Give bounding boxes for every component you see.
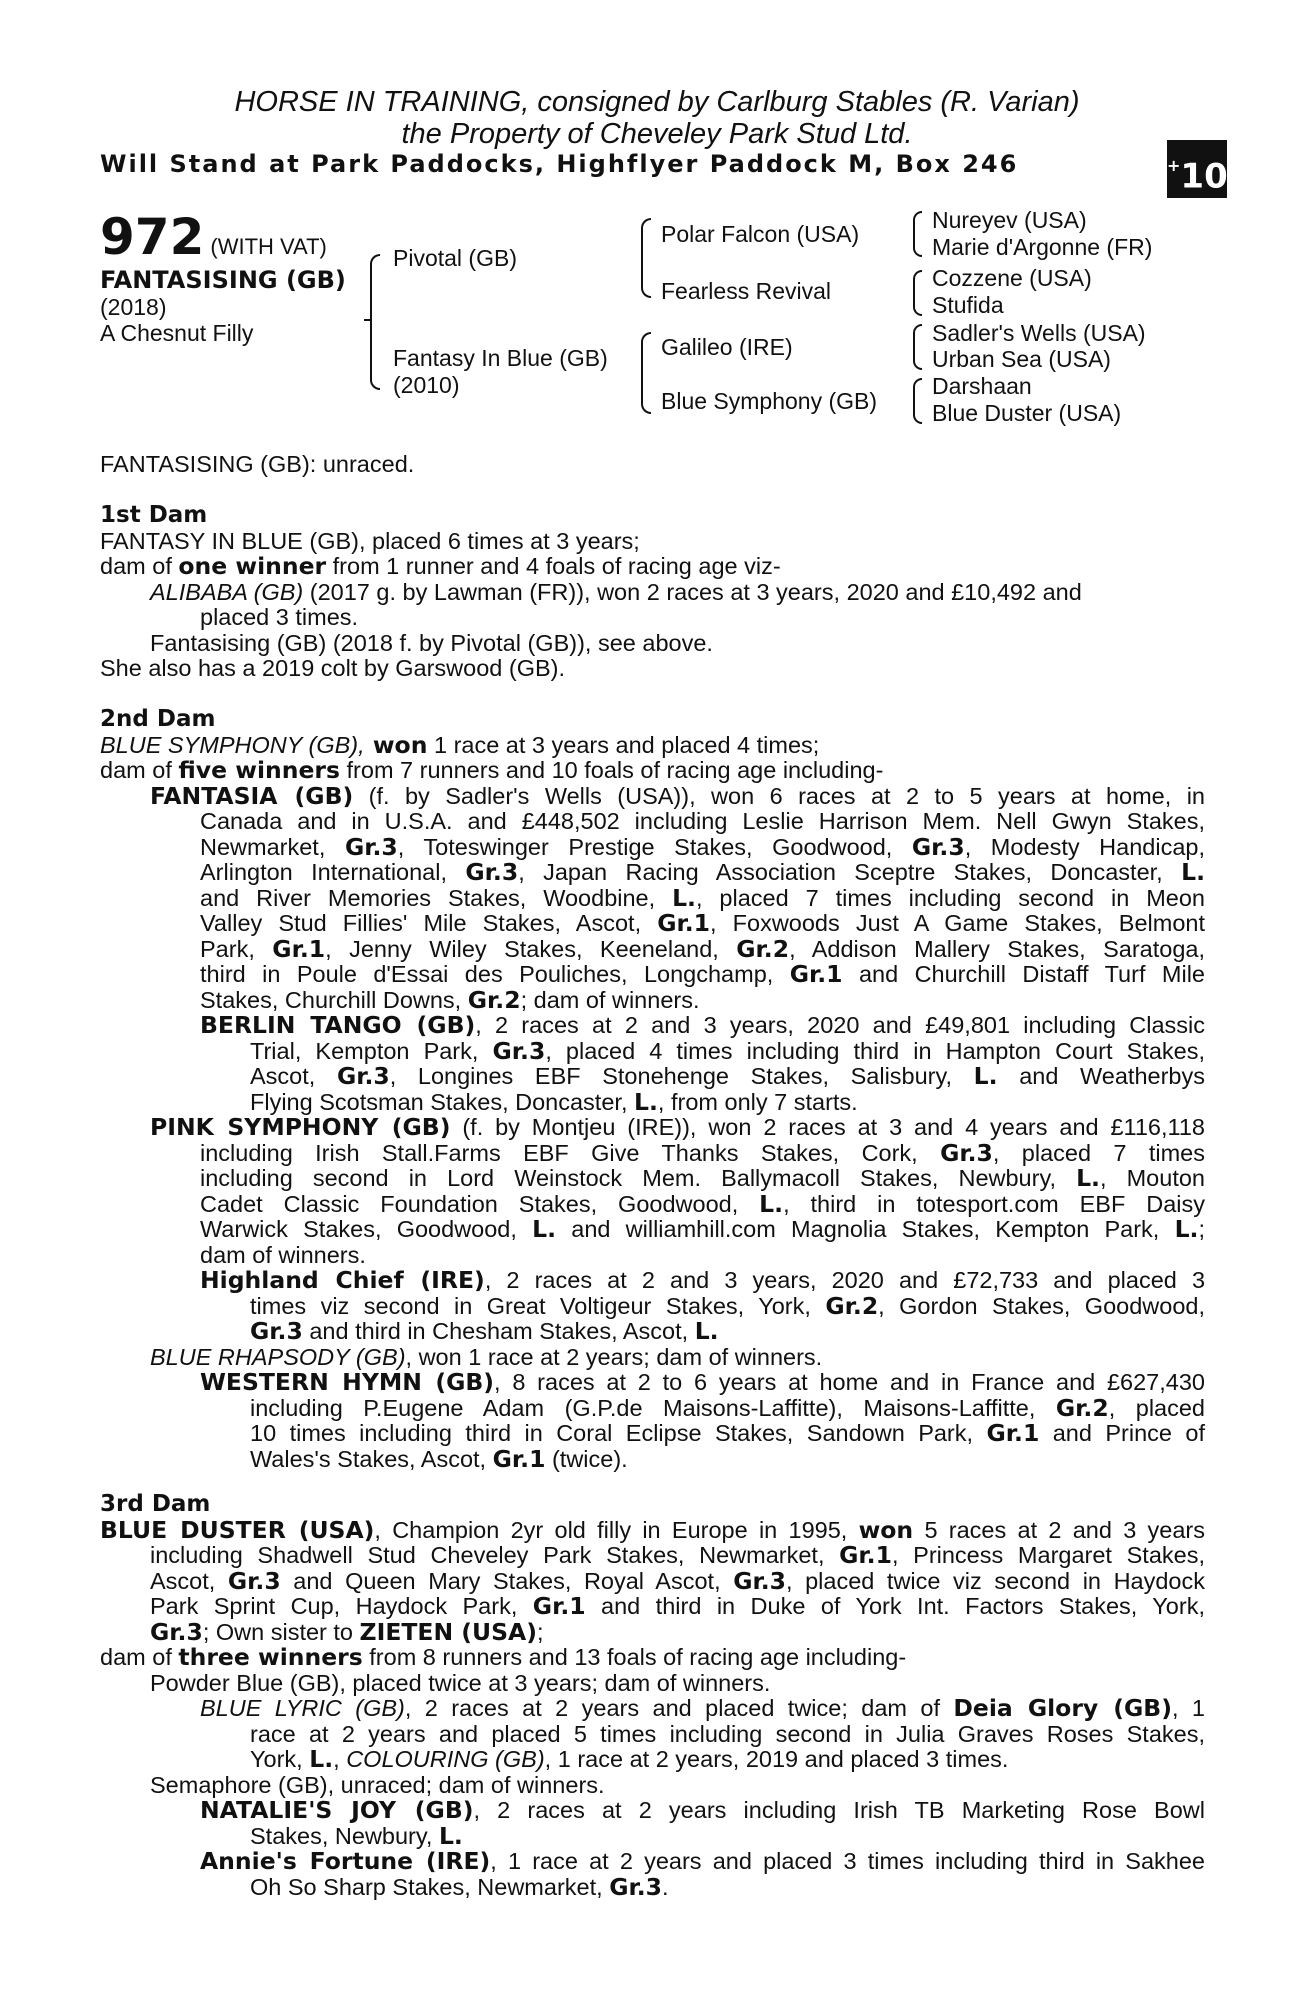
entry-line-cont: [250, 1036, 1205, 1065]
text-run: , placed 7 times including second in Meon: [695, 884, 1205, 911]
consignor-line: HORSE IN TRAINING, consigned by Carlburg Stables (R. Varian): [234, 86, 1080, 118]
entry-line-cont: [250, 1087, 1205, 1116]
text-run: dam of: [100, 757, 179, 783]
text-run: Flying Scotsman Stakes, Doncaster,: [250, 1088, 634, 1115]
text-run: Wales's Stakes, Ascot,: [250, 1445, 493, 1472]
entry-line-cont: [250, 1064, 1205, 1090]
bold-run: Gr.3: [609, 1872, 662, 1901]
bold-run: BLUE DUSTER (USA): [100, 1515, 375, 1544]
bold-run: L.: [438, 1821, 463, 1850]
text-run: ,: [333, 1746, 347, 1772]
owner-line: the Property of Cheveley Park Stud Ltd.: [401, 118, 913, 150]
bold-run: L.: [672, 883, 696, 912]
text-run: Oh So Sharp Stakes, Newmarket,: [250, 1873, 610, 1900]
text-run: Cadet Classic Foundation Stakes, Goodwood,: [200, 1190, 760, 1217]
bold-run: Gr.2: [467, 985, 521, 1014]
entry-line: [150, 1115, 1205, 1141]
entry-line-cont: [250, 1393, 1205, 1422]
produce-entry-western-hymn: [100, 1370, 1205, 1472]
first-dam-line: FANTASY IN BLUE (GB), placed 6 times at 3 years;: [100, 527, 640, 554]
text-run: from 8 runners and 13 foals of racing age including-: [362, 1644, 907, 1670]
first-dam-produce-summary: [100, 554, 1205, 580]
text-run: and River Memories Stakes, Woodbine,: [200, 884, 673, 911]
bold-run: BERLIN TANGO (GB): [200, 1011, 476, 1039]
bold-run: Gr.1: [272, 934, 326, 963]
text-run: , 1: [1171, 1695, 1205, 1721]
text-run: , Longines EBF Stonehenge Stakes, Salisbury,: [389, 1063, 974, 1089]
entry-line: [100, 1515, 1205, 1544]
entry-line-cont: [150, 1566, 1205, 1595]
bold-run: L.: [634, 1087, 658, 1116]
entry-line-cont: [250, 1291, 1205, 1320]
bold-run: L.: [309, 1745, 334, 1773]
italic-run: BLUE SYMPHONY (GB),: [100, 731, 365, 758]
entry-line-cont: [250, 1421, 1205, 1447]
vat-note: (WITH VAT): [210, 234, 327, 259]
pedigree-sss: Nureyev (USA): [932, 207, 1087, 233]
lot-number: 972: [100, 208, 205, 266]
text-run: , placed twice viz second in Haydock: [786, 1567, 1205, 1594]
produce-entry-highland-chief: [100, 1268, 1205, 1345]
bold-run: Gr.3: [227, 1566, 281, 1595]
text-run: from 1 runner and 4 foals of racing age viz-: [326, 553, 781, 579]
text-run: 10 times including third in Coral Eclipse Stakes, Sandown Park,: [250, 1420, 987, 1446]
entry-line-cont: [200, 860, 1205, 886]
second-dam-section: [100, 707, 1205, 1472]
produce-entry-cont: placed 3 times.: [200, 604, 359, 630]
bold-run: L.: [1181, 858, 1205, 886]
text-run: race at 2 years and placed 5 times including second in Julia Graves Roses Stakes,: [250, 1720, 1205, 1747]
pedigree-brace-ds: [913, 324, 922, 370]
bold-run: Gr.3: [150, 1617, 203, 1646]
bold-run: Gr.3: [336, 1062, 390, 1090]
text-run: , Japan Racing Association Sceptre Stakes, Doncaster,: [518, 859, 1182, 885]
text-run: , 2 races at 2 and 3 years, 2020 and £72,733 and placed 3: [484, 1267, 1206, 1293]
bold-run: Gr.3: [344, 832, 398, 861]
text-run: , 1 race at 2 years and placed 3 times including third in Sakhee: [490, 1848, 1205, 1874]
badge-number: 10: [1180, 156, 1228, 197]
bold-run: Gr.1: [492, 1444, 546, 1473]
text-run: , placed 7 times: [992, 1139, 1205, 1166]
text-run: , Gordon Stakes, Goodwood,: [878, 1292, 1205, 1319]
text-run: Arlington International,: [200, 859, 466, 885]
pedigree-brace-dd: [913, 378, 922, 424]
bold-run: Gr.1: [532, 1592, 586, 1620]
bold-run: Highland Chief (IRE): [200, 1266, 485, 1294]
entry-line-cont: [200, 1243, 1205, 1269]
entry-line-cont: [200, 934, 1205, 963]
bold-run: PINK SYMPHONY (GB): [150, 1113, 451, 1141]
third-dam-heading: 3rd Dam: [100, 1491, 211, 1517]
second-dam-heading: 2nd Dam: [100, 706, 216, 732]
produce-entry: Fantasising (GB) (2018 f. by Pivotal (GB)), see above.: [150, 629, 713, 656]
text-run: and williamhill.com Magnolia Stakes, Kempton Park,: [556, 1216, 1175, 1242]
text-run: Stakes, Churchill Downs,: [200, 986, 468, 1013]
entry-line-cont: [150, 1594, 1205, 1620]
text-run: including Irish Stall.Farms EBF Give Thanks Stakes, Cork,: [200, 1139, 941, 1166]
text-run: Ascot,: [150, 1567, 228, 1594]
text-run: ;: [1198, 1216, 1205, 1242]
produce-entry-annies-fortune: [100, 1849, 1205, 1900]
bold-run: won: [858, 1515, 914, 1544]
text-run: York,: [250, 1746, 310, 1772]
bold-run: Gr.1: [657, 909, 711, 937]
text-run: (f. by Sadler's Wells (USA)), won 6 races at 2 to 5 years at home, in: [353, 782, 1206, 809]
pedigree-sds: Cozzene (USA): [932, 265, 1092, 291]
text-run: and Queen Mary Stakes, Royal Ascot,: [280, 1567, 734, 1594]
bold-run: L.: [532, 1215, 557, 1243]
text-run: dam of: [100, 553, 179, 579]
pedigree-brace-dam: [641, 332, 651, 414]
text-run: , Mouton: [1099, 1165, 1205, 1191]
pedigree-sire-dam: Fearless Revival: [661, 278, 831, 304]
produce-entry-pink-symphony: [100, 1115, 1205, 1268]
entry-line-cont: [200, 832, 1206, 861]
entry-line-cont: [250, 1722, 1205, 1748]
text-run: (2017 g. by Lawman (FR)), won 2 races at 3 years, 2020 and £10,492 and: [303, 578, 1082, 605]
pedigree-dsd: Urban Sea (USA): [932, 346, 1111, 372]
bold-run: L.: [694, 1317, 719, 1345]
produce-entry-blue-rhapsody: [100, 1345, 1205, 1371]
text-run: Powder Blue (GB), placed twice at 3 years; dam of winners.: [150, 1669, 771, 1696]
pedigree-brace-ss: [913, 211, 922, 257]
second-dam-produce-summary: [100, 758, 1205, 784]
text-run: dam of: [100, 1644, 179, 1670]
text-run: , won 1 race at 2 years; dam of winners.: [405, 1343, 823, 1370]
lot-heading: [100, 208, 327, 266]
text-run: , 2 races at 2 and 3 years, 2020 and £49,801 including Classic: [475, 1012, 1205, 1038]
text-run: Semaphore (GB), unraced; dam of winners.: [150, 1771, 605, 1798]
entry-line: [200, 1268, 1205, 1294]
text-run: Warwick Stakes, Goodwood,: [200, 1216, 533, 1242]
bold-run: Deia Glory (GB): [953, 1694, 1172, 1722]
italic-run: BLUE LYRIC (GB): [200, 1695, 405, 1721]
text-run: .: [662, 1873, 669, 1900]
text-run: 5 races at 2 and 3 years: [913, 1516, 1205, 1543]
third-dam-blue-duster: [100, 1515, 1205, 1646]
text-run: , Jenny Wiley Stakes, Keeneland,: [325, 935, 737, 962]
bold-run: ZIETEN (USA): [359, 1617, 537, 1646]
italic-run: COLOURING (GB): [346, 1746, 545, 1772]
bold-run: L.: [759, 1189, 784, 1218]
text-run: Trial, Kempton Park,: [250, 1037, 493, 1064]
badge-plus: +: [1167, 156, 1181, 175]
text-run: , Foxwoods Just A Game Stakes, Belmont: [710, 910, 1205, 936]
bold-run: Gr.2: [1055, 1393, 1109, 1422]
horse-description: A Chesnut Filly: [100, 320, 254, 346]
text-run: Park Sprint Cup, Haydock Park,: [150, 1593, 533, 1619]
bold-run: won: [364, 730, 428, 759]
text-run: and third in Chesham Stakes, Ascot,: [302, 1318, 695, 1344]
entry-line: [150, 1345, 1205, 1371]
barn-badge: [1167, 140, 1227, 198]
text-run: (f. by Montjeu (IRE)), won 2 races at 3 and 4 years and £116,118: [450, 1114, 1205, 1140]
entry-line: [100, 1645, 1205, 1671]
entry-line-cont: [200, 1217, 1205, 1243]
text-run: Stakes, Newbury,: [250, 1822, 439, 1849]
entry-line: [200, 1696, 1205, 1722]
bold-run: Gr.3: [465, 858, 519, 886]
entry-line-cont: [250, 1872, 1205, 1901]
text-run: 1 race at 3 years and placed 4 times;: [427, 731, 820, 758]
entry-line-cont: [250, 1821, 1205, 1850]
entry-line: [150, 1671, 1205, 1697]
pedigree-dss: Sadler's Wells (USA): [932, 320, 1146, 346]
text-run: and third in Duke of York Int. Factors Stakes, York,: [585, 1593, 1205, 1619]
text-run: (twice).: [545, 1445, 628, 1472]
text-run: , 2 races at 2 years including Irish TB Marketing Rose Bowl: [473, 1797, 1205, 1823]
third-dam-produce-summary: [100, 1645, 1205, 1671]
text-run: Park,: [200, 935, 273, 962]
entry-line-cont: [150, 1617, 1205, 1646]
entry-line-cont: [150, 1543, 1205, 1569]
entry-line: [200, 1370, 1205, 1396]
text-run: including P.Eugene Adam (G.P.de Maisons-Laffitte), Maisons-Laffitte,: [250, 1394, 1056, 1421]
bold-run: L.: [1076, 1164, 1100, 1192]
text-run: from 7 runners and 10 foals of racing age including-: [339, 757, 884, 783]
produce-entry-fantasia: [100, 781, 1206, 1014]
pedigree-sire-sire: Polar Falcon (USA): [661, 221, 860, 247]
bold-run: Gr.3: [733, 1566, 786, 1595]
text-run: , 8 races at 2 to 6 years at home and in France and £627,430: [494, 1369, 1205, 1395]
entry-line-cont: [250, 1747, 1205, 1773]
text-run: , Addison Mallery Stakes, Saratoga,: [789, 935, 1205, 962]
pedigree-brace-gen1: [370, 254, 380, 390]
text-run: ; dam of winners.: [520, 986, 700, 1013]
first-dam-section: [100, 503, 1205, 682]
text-run: , placed 4 times including third in Hampton Court Stakes,: [545, 1037, 1205, 1064]
pedigree-dam-sire: Galileo (IRE): [661, 334, 793, 360]
text-run: times viz second in Great Voltigeur Stakes, York,: [250, 1292, 826, 1319]
bold-run: Gr.3: [492, 1036, 546, 1065]
entry-line-cont: [250, 1319, 1205, 1345]
pedigree-ddd: Blue Duster (USA): [932, 400, 1122, 426]
text-run: Valley Stud Fillies' Mile Stakes, Ascot,: [200, 910, 658, 936]
second-dam-line: [100, 730, 1205, 759]
bold-run: Gr.2: [825, 1291, 879, 1320]
pedigree-sire: Pivotal (GB): [393, 245, 517, 271]
entry-line: [200, 1849, 1205, 1875]
text-run: , placed: [1108, 1394, 1205, 1421]
bold-run: L.: [973, 1062, 998, 1090]
horse-name: FANTASISING (GB): [100, 266, 346, 294]
entry-line-cont: [200, 1138, 1205, 1167]
pedigree-brace-sd: [913, 270, 922, 316]
text-run: and Prince of: [1039, 1420, 1206, 1446]
text-run: ;: [536, 1618, 544, 1645]
produce-entry: [150, 580, 1205, 606]
entry-line-cont: [250, 1444, 1205, 1473]
pedigree-brace-sire: [641, 218, 651, 298]
italic-run: ALIBABA (GB): [150, 578, 304, 605]
bold-run: Gr.2: [736, 934, 790, 963]
bold-run: Annie's Fortune (IRE): [200, 1847, 491, 1875]
produce-entry-powder-blue: [100, 1671, 1205, 1697]
entry-line-cont: [200, 809, 1205, 835]
entry-line: [200, 1013, 1205, 1039]
bold-run: Gr.3: [911, 832, 965, 861]
pedigree-sdd: Stufida: [932, 292, 1004, 318]
entry-line: [150, 1773, 1205, 1799]
text-run: Newmarket,: [200, 833, 345, 860]
bold-run: NATALIE'S JOY (GB): [200, 1796, 474, 1824]
entry-line-cont: [200, 985, 1205, 1014]
pedigree-dam-dam: Blue Symphony (GB): [661, 388, 878, 414]
text-run: , Champion 2yr old filly in Europe in 1995,: [374, 1516, 859, 1543]
bold-run: Gr.3: [940, 1138, 993, 1167]
text-run: , third in totesport.com EBF Daisy: [783, 1190, 1206, 1217]
stabling-line: Will Stand at Park Paddocks, Highflyer Paddock M, Box 246: [100, 150, 1019, 178]
text-run: third in Poule d'Essai des Pouliches, Longchamp,: [200, 961, 790, 987]
text-run: , Princess Margaret Stakes,: [891, 1542, 1205, 1568]
bold-run: Gr.1: [986, 1419, 1040, 1447]
text-run: , 1 race at 2 years, 2019 and placed 3 times.: [544, 1746, 1009, 1772]
produce-note: She also has a 2019 colt by Garswood (GB).: [100, 655, 566, 681]
entry-line: [200, 1798, 1205, 1824]
text-run: and Weatherbys: [997, 1063, 1205, 1089]
text-run: dam of winners.: [200, 1241, 366, 1268]
text-run: , Toteswinger Prestige Stakes, Goodwood,: [397, 833, 912, 860]
entry-line-cont: [200, 911, 1205, 937]
entry-line-cont: [200, 1189, 1206, 1218]
bold-run: Gr.1: [789, 960, 843, 988]
entry-line-cont: [200, 1166, 1205, 1192]
italic-run: BLUE RHAPSODY (GB): [150, 1343, 406, 1370]
bold-run: Gr.1: [839, 1541, 892, 1569]
text-run: and Churchill Distaff Turf Mile: [842, 961, 1205, 987]
bold-run: Gr.3: [250, 1317, 303, 1345]
bold-run: one winner: [178, 552, 327, 580]
text-run: including Shadwell Stud Cheveley Park Stakes, Newmarket,: [150, 1542, 840, 1568]
entry-line-cont: [200, 883, 1205, 912]
bold-run: L.: [1174, 1215, 1199, 1243]
bold-run: five winners: [178, 756, 340, 784]
unraced-note: FANTASISING (GB): unraced.: [100, 451, 415, 477]
text-run: , from only 7 starts.: [657, 1088, 858, 1115]
third-dam-section: [100, 1492, 1205, 1900]
pedigree-dam: Fantasy In Blue (GB): [393, 345, 608, 371]
text-run: including second in Lord Weinstock Mem. Ballymacoll Stakes, Newbury,: [200, 1165, 1077, 1191]
text-run: ; Own sister to: [202, 1618, 360, 1645]
text-run: Canada and in U.S.A. and £448,502 including Leslie Harrison Mem. Nell Gwyn Stakes,: [200, 808, 1205, 834]
first-dam-heading: 1st Dam: [100, 502, 208, 528]
entry-line: [150, 781, 1206, 810]
pedigree-dam-year: (2010): [393, 372, 460, 398]
entry-line-cont: [200, 962, 1205, 988]
text-run: , Modesty Handicap,: [964, 833, 1206, 860]
bold-run: WESTERN HYMN (GB): [200, 1368, 495, 1396]
pedigree-dds: Darshaan: [932, 373, 1032, 399]
produce-entry-berlin-tango: [100, 1013, 1205, 1115]
bold-run: FANTASIA (GB): [150, 781, 354, 810]
pedigree-ssd: Marie d'Argonne (FR): [932, 234, 1153, 260]
pedigree-brace-gen1-tip: [364, 319, 370, 321]
produce-entry-blue-lyric: [100, 1696, 1205, 1773]
produce-entry-natalies-joy: [100, 1798, 1205, 1849]
text-run: , 2 races at 2 years and placed twice; dam of: [404, 1695, 954, 1721]
bold-run: three winners: [178, 1643, 363, 1671]
produce-entry-semaphore: [100, 1773, 1205, 1799]
text-run: Ascot,: [250, 1063, 337, 1089]
horse-year: (2018): [100, 294, 167, 320]
